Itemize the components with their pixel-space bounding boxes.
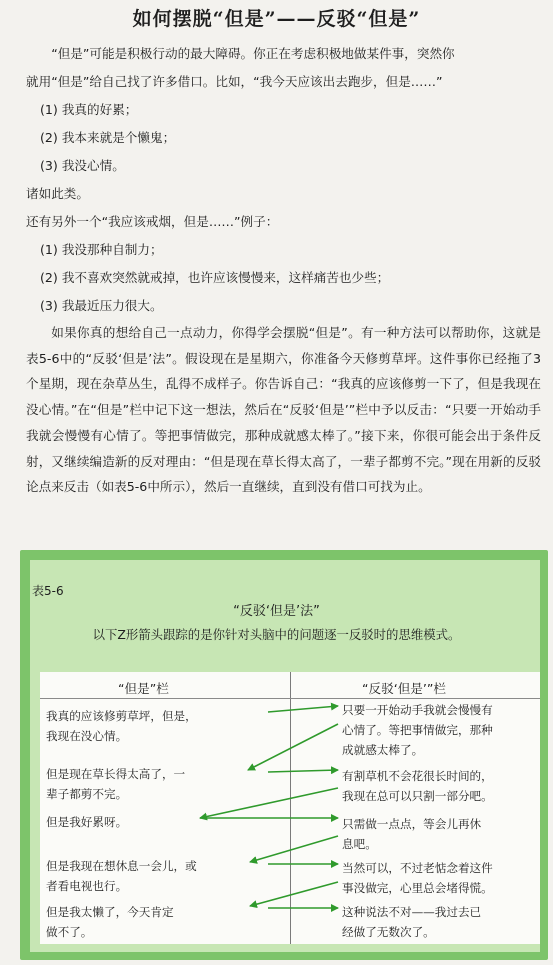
arrow-left-3 (250, 836, 338, 862)
table-cell-line: 心情了。等把事情做完，那种 (342, 723, 493, 737)
arrow-left-4 (250, 882, 338, 906)
arrow-right-2 (268, 770, 338, 772)
table-cell-line: 但是我好累呀。 (46, 815, 128, 829)
table-cell-line: 经做了无数次了。 (342, 925, 435, 939)
table-cell-line: 但是现在草长得太高了，一 (46, 767, 186, 781)
left-column-header: “但是”栏 (118, 681, 169, 696)
list-item: (2) 我本来就是个懒鬼； (40, 130, 176, 145)
another-example-text: 还有另外一个“我应该戒烟，但是……”例子： (26, 214, 279, 229)
list-item: (2) 我不喜欢突然就戒掉，也许应该慢慢来，这样痛苦也少些； (40, 270, 390, 285)
table-cell-line: 只要一开始动手我就会慢慢有 (342, 703, 493, 717)
table-title: “反驳‘但是’法” (233, 604, 320, 619)
so-on-text: 诸如此类。 (26, 186, 89, 201)
table-cell-line: 我真的应该修剪草坪，但是， (46, 709, 197, 723)
page-title: 如何摆脱“但是”——反驳“但是” (132, 8, 421, 30)
intro-line-1: “但是”可能是积极行动的最大障碍。你正在考虑积极地做某件事，突然你 (51, 46, 455, 61)
body-paragraph: 如果你真的想给自己一点动力，你得学会摆脱“但是”。有一种方法可以帮助你，这就是表5-6中的“反驳‘但是’法”。假设现在是星期六，你准备今天修剪草坪。这件事你已经拖了3个星期，现在杂草丛生，乱得不成样子。你告诉自己：“我真的应该修剪一下了，但是我现在没心情。”在“但是”栏中记下这一想法，然后在“反驳‘但是’”栏中予以反击：“只要一开始动手我就会慢慢有心情了。等把事情做完，那种成就感太棒了。”接下来，你很可能会出于条件反射，又继续编造新的反对理由：“但是现在草长得太高了，一辈子都剪不完。”现在用新的反驳论点来反击（如表5-6中所示），然后一直继续，直到没有借口可找为止。 (26, 325, 541, 495)
table-label: 表5-6 (32, 584, 64, 598)
table-cell-line: 者看电视也行。 (46, 879, 128, 893)
list-item: (1) 我真的好累； (40, 102, 138, 117)
list-item: (3) 我最近压力很大。 (40, 298, 163, 313)
right-column-header: “反驳‘但是’”栏 (362, 681, 447, 696)
table-cell-line: 成就感太棒了。 (342, 743, 424, 757)
table-cell-line: 但是我现在想休息一会儿，或 (46, 859, 197, 873)
table-cell-line: 我现在没心情。 (46, 729, 128, 743)
table-cell-line: 当然可以，不过老惦念着这件 (342, 861, 493, 875)
arrow-left-1 (248, 724, 338, 770)
table-cell-line: 辈子都剪不完。 (46, 787, 128, 801)
table-cell-line: 做不了。 (46, 925, 93, 939)
table-cell-line: 我现在总可以只割一部分吧。 (342, 789, 493, 803)
table-cell-line: 这种说法不对——我过去已 (342, 905, 482, 919)
list-item: (1) 我没那种自制力； (40, 242, 163, 257)
arrow-right-1 (268, 706, 338, 712)
arrow-left-2 (200, 788, 338, 818)
table-cell-line: 息吧。 (342, 837, 377, 851)
list-item: (3) 我没心情。 (40, 158, 125, 173)
intro-line-2: 就用“但是”给自己找了许多借口。比如，“我今天应该出去跑步，但是……” (26, 74, 443, 89)
table-cell-line: 只需做一点点，等会儿再休 (342, 817, 482, 831)
table-subtitle: 以下Z形箭头跟踪的是你针对头脑中的问题逐一反驳时的思维模式。 (92, 627, 461, 642)
table-cell-line: 但是我太懒了，今天肯定 (46, 905, 174, 919)
table-cell-line: 事没做完，心里总会堵得慌。 (342, 881, 493, 895)
table-cell-line: 有割草机不会花很长时间的， (342, 769, 493, 783)
